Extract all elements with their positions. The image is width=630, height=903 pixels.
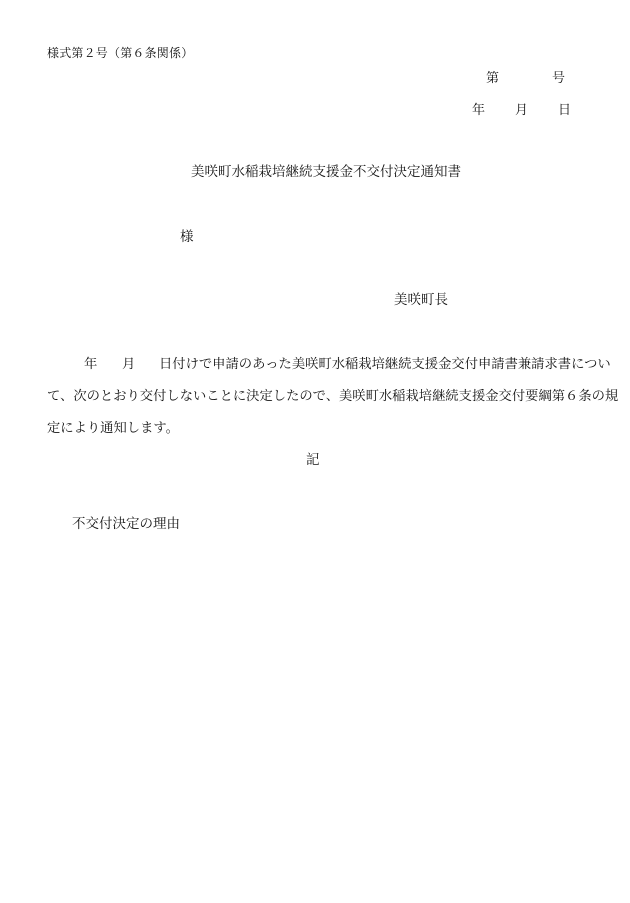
- document-number-suffix: 号: [552, 71, 566, 86]
- date-day: 日: [558, 103, 572, 118]
- issuer-name: 美咲町長: [394, 292, 448, 308]
- document-number: [486, 72, 565, 85]
- body-date-year: 年: [84, 357, 98, 372]
- body-line-1-text: 日付けで申請のあった美咲町水稲栽培継続支援金交付申請書兼請求書につい: [159, 357, 611, 372]
- body-line-2: て、次のとおり交付しないことに決定したので、美咲町水稲栽培継続支援金交付要綱第６条の規: [47, 389, 619, 404]
- body-date-month: 月: [122, 357, 136, 372]
- document-date: [472, 104, 571, 117]
- form-number-label: 様式第２号（第６条関係）: [47, 46, 194, 60]
- body-line-1: [84, 358, 611, 371]
- addressee-honorific: 様: [180, 229, 194, 245]
- reason-heading: 不交付決定の理由: [72, 516, 180, 532]
- document-number-prefix: 第: [486, 71, 500, 86]
- date-month: 月: [515, 103, 529, 118]
- date-year: 年: [472, 103, 486, 118]
- body-line-3: 定により通知します。: [47, 421, 179, 436]
- ki-heading: 記: [306, 452, 320, 468]
- document-title: 美咲町水稲栽培継続支援金不交付決定通知書: [191, 164, 461, 180]
